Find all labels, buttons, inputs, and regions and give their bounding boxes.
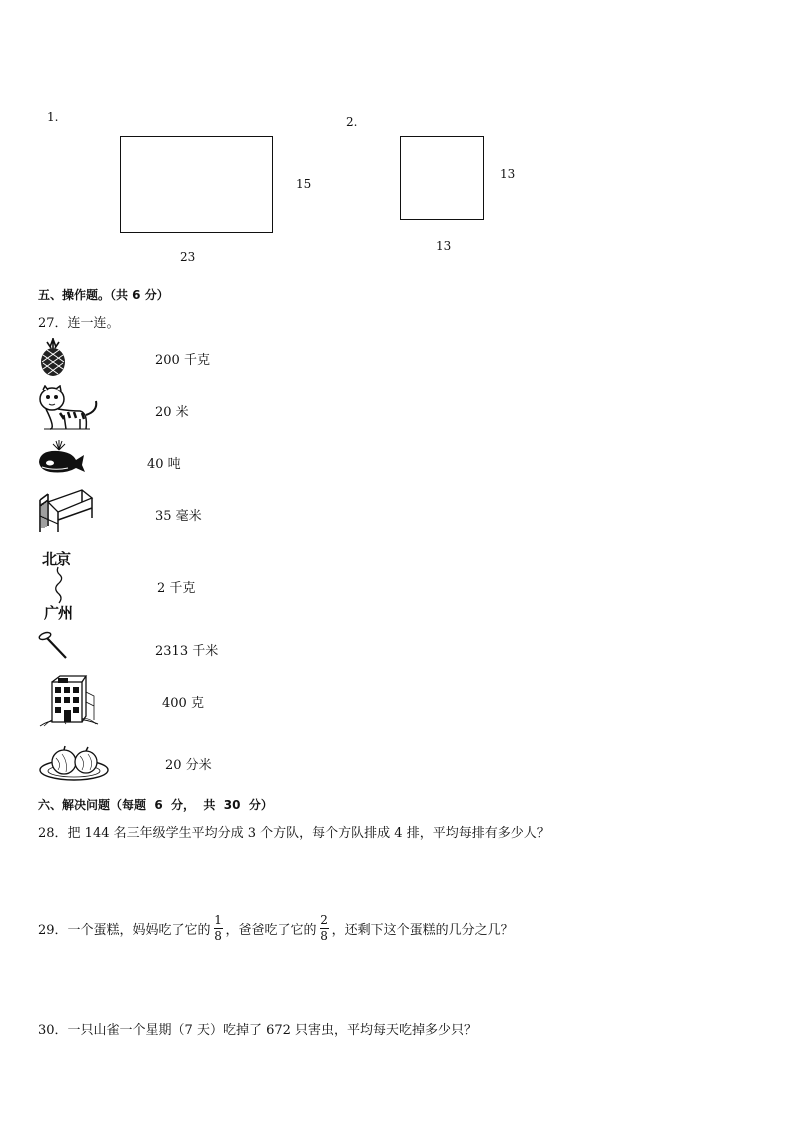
figure-1-rectangle bbox=[120, 136, 273, 233]
figure-2-square bbox=[400, 136, 484, 220]
match-value-8: 20 分米 bbox=[165, 758, 212, 773]
match-value-3: 40 吨 bbox=[147, 457, 181, 472]
question-29-part-2: ，爸爸吃了它的 bbox=[225, 922, 317, 938]
section-6-heading: 六、解决问题（每题 6 分， 共 30 分） bbox=[38, 798, 273, 812]
question-30: 30．一只山雀一个星期（7 天）吃掉了 672 只害虫，平均每天吃掉多少只？ bbox=[38, 1023, 478, 1038]
figure-2-label: 2. bbox=[346, 115, 358, 129]
map-label-beijing: 北京 bbox=[42, 550, 71, 568]
pineapple-icon bbox=[36, 337, 70, 377]
beijing-guangzhou-map-icon bbox=[40, 548, 80, 622]
match-value-6: 2313 千米 bbox=[155, 644, 219, 659]
figure-2-side-bottom: 13 bbox=[436, 239, 452, 253]
fraction-1-8-mother bbox=[214, 914, 223, 943]
question-28: 28．把 144 名三年级学生平均分成 3 个方队，每个方队排成 4 排，平均每排有多少人？ bbox=[38, 826, 550, 841]
fruit-plate-icon bbox=[38, 740, 110, 782]
question-29-part-3: ，还剩下这个蛋糕的几分之几？ bbox=[331, 922, 514, 938]
fraction-2-8-father bbox=[320, 914, 329, 943]
section-5-heading: 五、操作题。（共 6 分） bbox=[38, 288, 169, 302]
question-29 bbox=[38, 909, 514, 947]
match-value-1: 200 千克 bbox=[155, 353, 210, 368]
fraction-1-numerator: 1 bbox=[214, 912, 222, 927]
building-icon bbox=[38, 672, 100, 728]
bed-icon bbox=[36, 488, 94, 534]
figure-1-side-bottom: 23 bbox=[180, 250, 196, 264]
pin-icon bbox=[38, 630, 68, 660]
match-value-2: 20 米 bbox=[155, 405, 189, 420]
figure-1-label: 1. bbox=[47, 110, 59, 124]
match-value-4: 35 毫米 bbox=[155, 509, 202, 524]
question-27-prompt: 27．连一连。 bbox=[38, 316, 120, 331]
question-29-part-1: 29．一个蛋糕，妈妈吃了它的 bbox=[38, 922, 211, 938]
tiger-icon bbox=[36, 385, 102, 431]
map-label-guangzhou: 广州 bbox=[44, 604, 73, 622]
figure-2-side-right: 13 bbox=[500, 167, 516, 181]
fraction-2-numerator: 2 bbox=[320, 912, 328, 927]
figure-1-side-right: 15 bbox=[296, 177, 312, 191]
fraction-2-denominator: 8 bbox=[320, 928, 328, 943]
match-value-5: 2 千克 bbox=[157, 581, 196, 596]
whale-icon bbox=[36, 438, 86, 474]
fraction-1-denominator: 8 bbox=[214, 928, 222, 943]
match-value-7: 400 克 bbox=[162, 696, 204, 711]
